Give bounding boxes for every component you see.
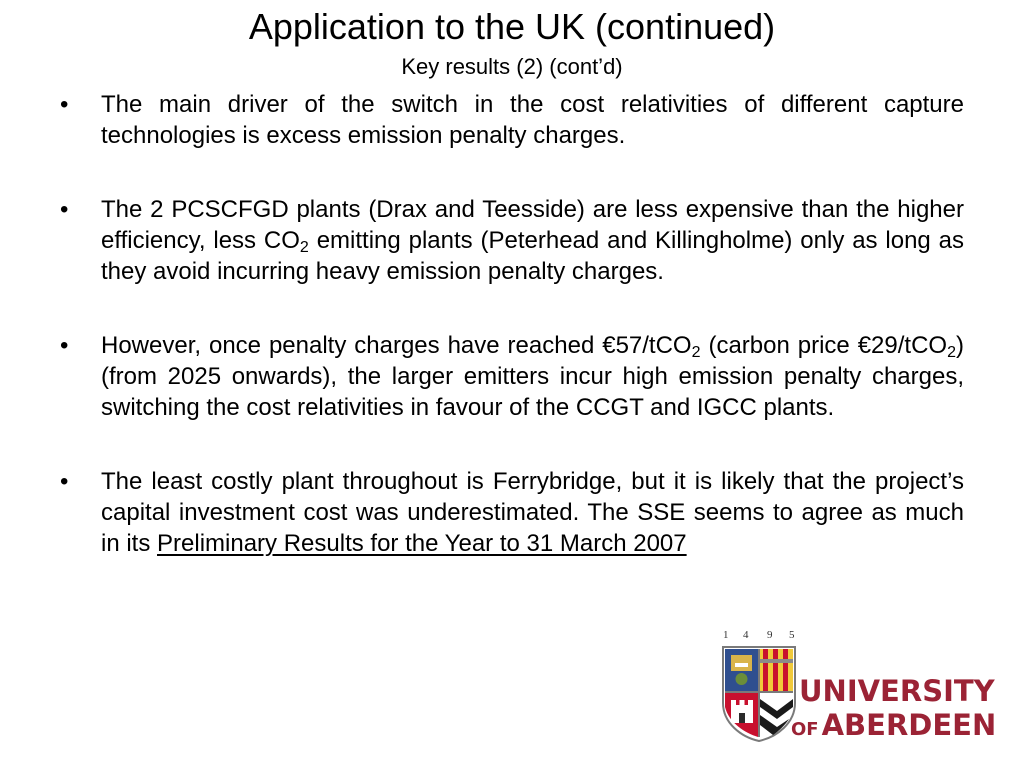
bullet-list	[56, 89, 964, 559]
logo-year-digit: 1	[723, 629, 729, 641]
bullet-text: (carbon price €29/tCO	[700, 332, 948, 359]
bullet-marker: •	[60, 332, 69, 359]
bullet-item	[56, 330, 964, 423]
bullet-text: However, once penalty charges have reached €57/tCO	[101, 332, 692, 359]
slide-subtitle: Key results (2) (cont’d)	[401, 54, 623, 79]
bullet-item	[56, 194, 964, 287]
university-crest-icon	[721, 645, 797, 743]
subscript: 2	[299, 239, 309, 256]
bullet-text: The main driver of the switch in the cost relativities of different capture technologies is excess emission penalty charges.	[101, 91, 964, 149]
logo-year-digit: 4	[743, 629, 749, 641]
bullet-text: The least costly plant throughout is Ferrybridge, but it is likely that the project’s capital investment cost was underestimated. The SSE seems to agree as much in its	[101, 468, 964, 557]
bullet-marker: •	[60, 468, 69, 495]
logo-name-text: ABERDEEN	[821, 708, 997, 742]
logo-university-text: UNIVERSITY	[799, 674, 995, 708]
logo-year-digit: 9	[767, 629, 773, 641]
bullet-text: ) (from 2025 onwards), the larger emitters incur high emission penalty charges, switching the cost relativities in favour of the CCGT and IGCC plants.	[101, 332, 964, 421]
subscript: 2	[691, 344, 701, 361]
bullet-marker: •	[60, 196, 69, 223]
logo-year-digit: 5	[789, 629, 795, 641]
bullet-item	[56, 89, 964, 151]
bullet-item	[56, 466, 964, 559]
bullet-marker: •	[60, 91, 69, 118]
subscript: 2	[947, 344, 956, 361]
slide-title: Application to the UK (continued)	[248, 6, 776, 47]
university-logo	[719, 629, 1009, 747]
logo-aberdeen-text	[791, 708, 996, 747]
logo-of-text: OF	[791, 719, 819, 740]
bullet-text: emitting plants (Peterhead and Killingholme) only as long as they avoid incurring heavy emission penalty charges.	[101, 227, 964, 285]
preliminary-results-link[interactable]: Preliminary Results for the Year to 31 March 2007	[157, 530, 687, 557]
bullet-text: The 2 PCSCFGD plants (Drax and Teesside) are less expensive than the higher efficiency, less CO	[101, 196, 964, 254]
logo-year	[719, 629, 797, 645]
